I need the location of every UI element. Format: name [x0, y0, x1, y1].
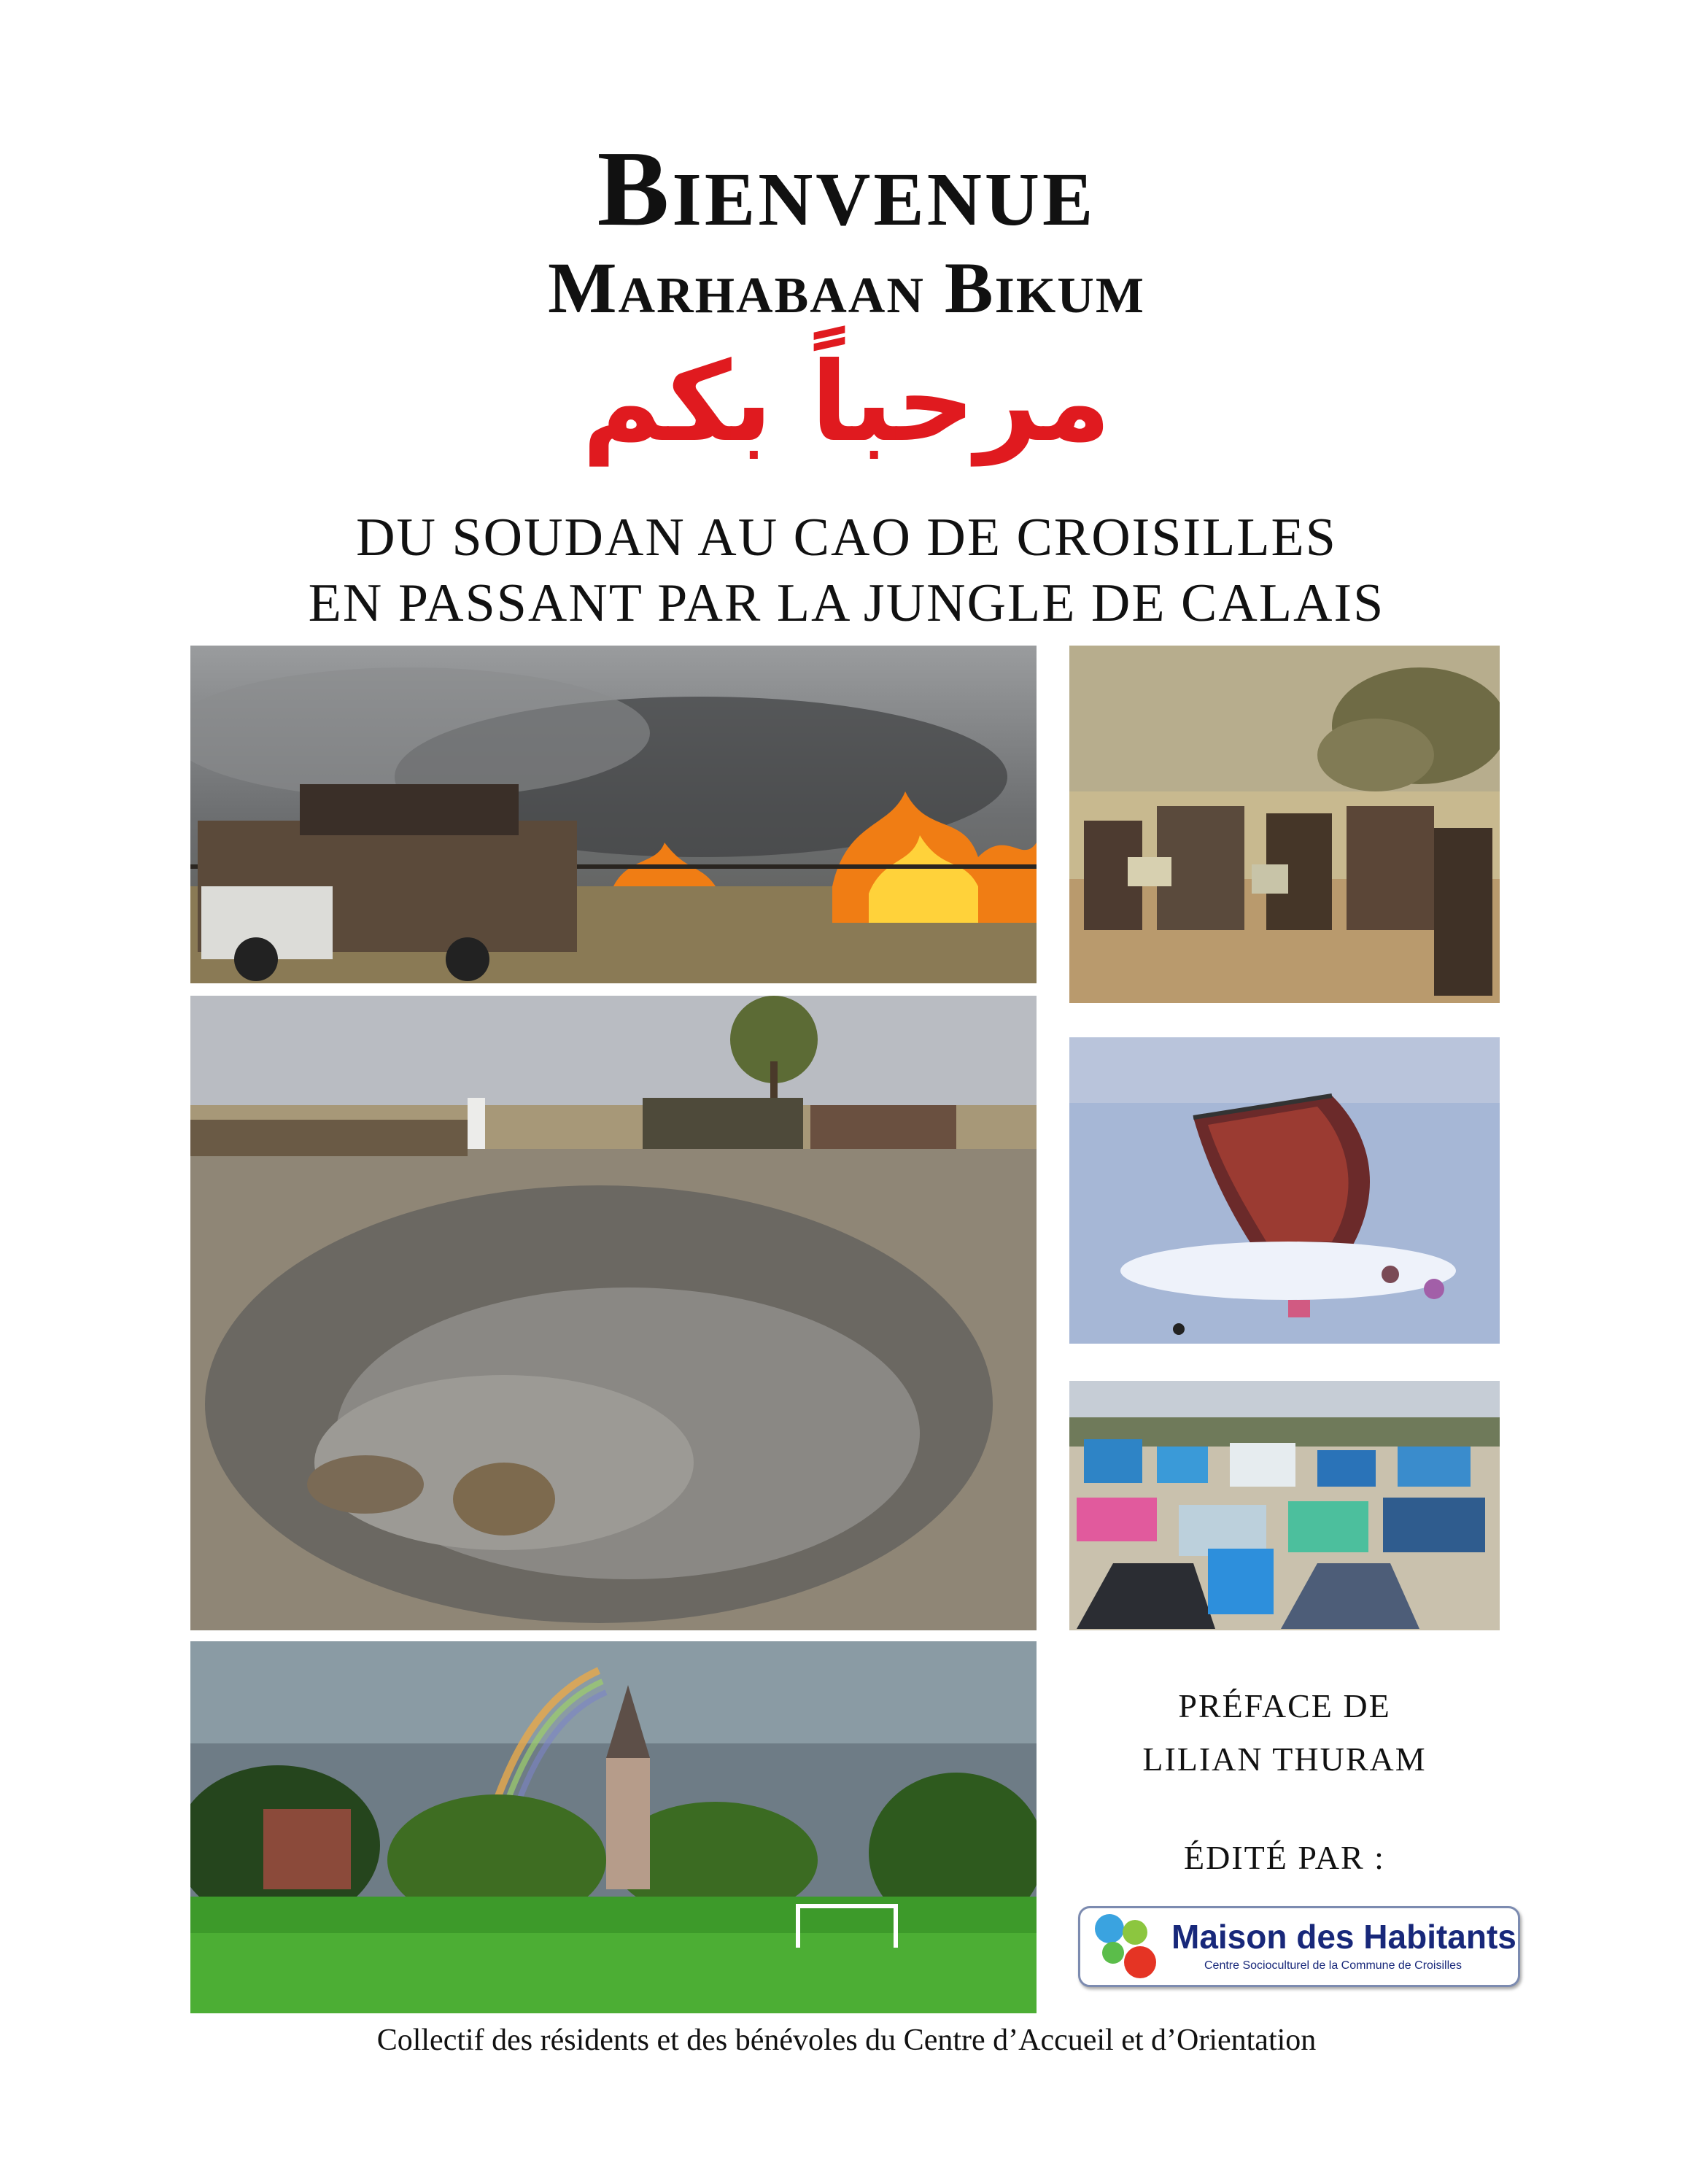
logo-name: Maison des Habitants: [1171, 1918, 1516, 1956]
red-gear-icon: [1124, 1946, 1156, 1978]
logo-tagline: Centre Socioculturel de la Commune de Croisilles: [1204, 1959, 1463, 1972]
preface-label: PRÉFACE DE: [1178, 1687, 1391, 1724]
capsizing-boat-drawing: [1069, 1037, 1500, 1344]
burnt-ground-villagers-photo: [190, 996, 1037, 1630]
title-transliteration: Marhabaan Bikum: [548, 247, 1145, 328]
desert-donkey-caravan-photo: [1069, 646, 1500, 1003]
title-arabic: مرحباً بكم: [581, 339, 1112, 466]
subtitle-line-1: DU SOUDAN AU CAO DE CROISILLES: [356, 508, 1337, 568]
calais-jungle-tents-photo: [1069, 1381, 1500, 1630]
footer-credit: Collectif des résidents et des bénévoles du Centre d’Accueil et d’Orientation: [376, 2024, 1317, 2057]
burning-village-truck-photo: [190, 646, 1037, 983]
croisilles-church-rainbow-photo: [190, 1641, 1037, 2013]
green-gear-small-icon: [1102, 1942, 1124, 1964]
subtitle-line-2: EN PASSANT PAR LA JUNGLE DE CALAIS: [308, 573, 1385, 633]
publisher-label: ÉDITÉ PAR :: [1184, 1839, 1385, 1876]
preface-author: LILIAN THURAM: [1142, 1740, 1427, 1778]
maison-des-habitants-logo: [1078, 1906, 1520, 1987]
blue-gear-icon: [1095, 1914, 1124, 1943]
title-main: Bienvenue: [597, 129, 1096, 249]
green-gear-icon: [1123, 1920, 1147, 1945]
